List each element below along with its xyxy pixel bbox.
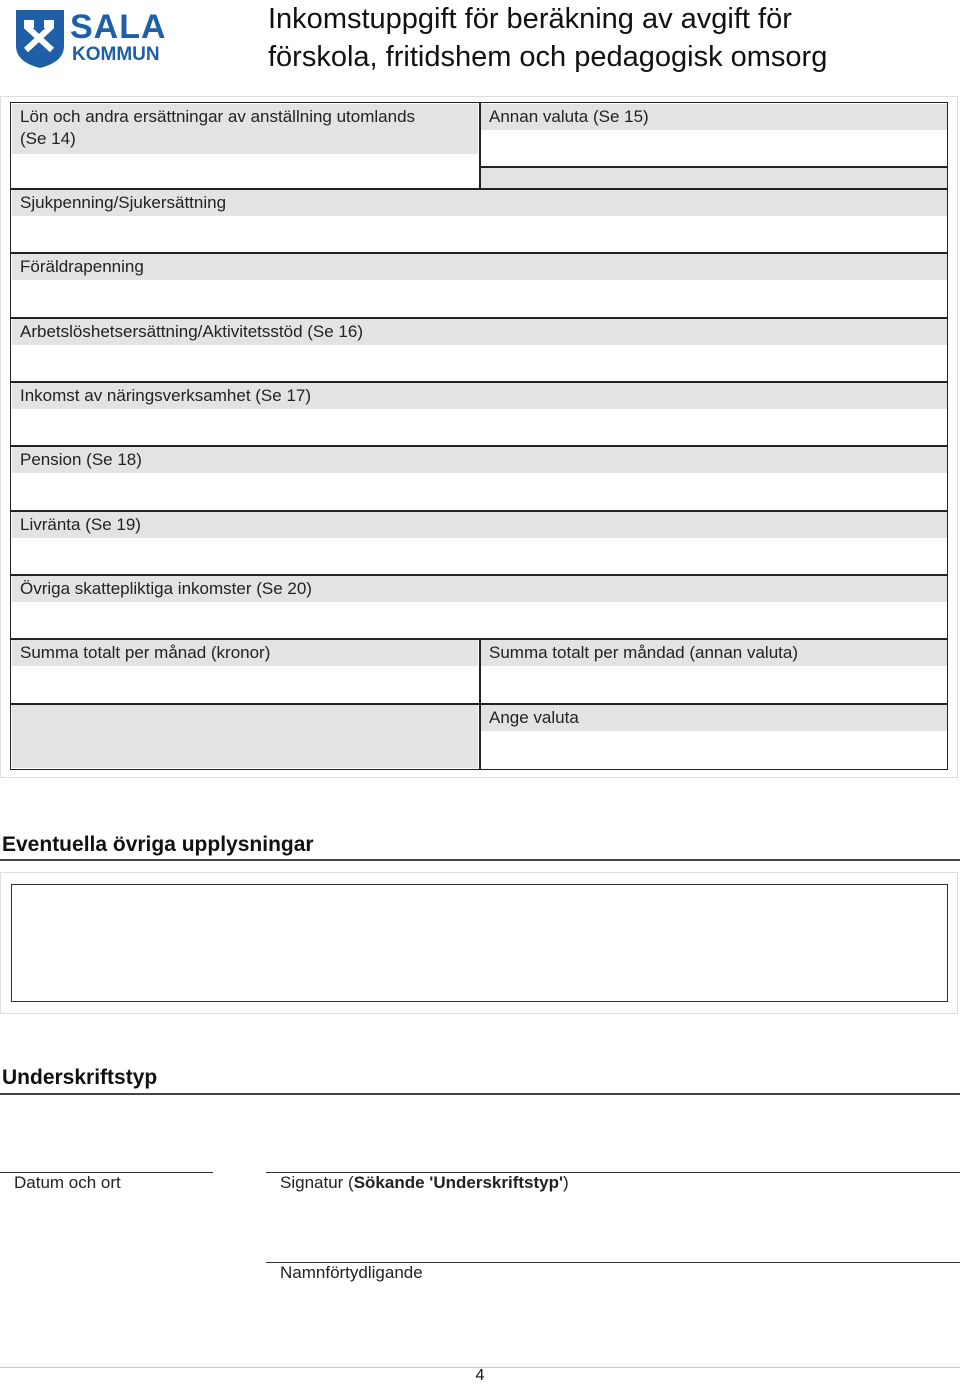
business-income-label: Inkomst av näringsverksamhet (Se 17) bbox=[12, 383, 947, 409]
column-divider bbox=[479, 639, 481, 769]
currency-label: Ange valuta bbox=[481, 705, 947, 731]
name-label: Namnförtydligande bbox=[280, 1263, 423, 1282]
column-divider bbox=[479, 103, 481, 189]
page-title bbox=[268, 0, 948, 76]
sum-sek-label: Summa totalt per månad (kronor) bbox=[12, 640, 478, 666]
signature-heading: Underskriftstyp bbox=[2, 1066, 158, 1089]
logo-subtext: KOMMUN bbox=[72, 44, 160, 65]
other-currency-label: Annan valuta (Se 15) bbox=[481, 104, 947, 130]
parental-pay-label: Föräldrapenning bbox=[12, 254, 947, 280]
foreign-salary-label: Lön och andra ersättningar av anställning utomlands (Se 14) bbox=[12, 104, 478, 154]
page-number: 4 bbox=[475, 1367, 485, 1384]
notes-heading: Eventuella övriga upplysningar bbox=[2, 833, 314, 856]
annuity-input[interactable] bbox=[12, 538, 947, 574]
sala-kommun-logo bbox=[12, 6, 167, 70]
notes-textarea[interactable] bbox=[11, 884, 948, 1002]
title-line-1: Inkomstuppgift för beräkning av avgift för bbox=[268, 3, 792, 35]
business-income-input[interactable] bbox=[12, 409, 947, 445]
heading-rule bbox=[0, 859, 960, 861]
sum-other-currency-input[interactable] bbox=[481, 666, 947, 703]
foreign-salary-input[interactable] bbox=[12, 154, 478, 188]
pension-label: Pension (Se 18) bbox=[12, 447, 947, 473]
signature-label: Signatur (Sökande 'Underskriftstyp') bbox=[280, 1173, 569, 1192]
sick-pay-input[interactable] bbox=[12, 216, 947, 252]
other-currency-input[interactable] bbox=[481, 130, 947, 166]
sick-pay-label: Sjukpenning/Sjukersättning bbox=[12, 190, 947, 216]
date-label: Datum och ort bbox=[14, 1173, 121, 1192]
pension-input[interactable] bbox=[12, 473, 947, 509]
annuity-label: Livränta (Se 19) bbox=[12, 512, 947, 538]
logo-text: SALA bbox=[70, 8, 167, 46]
heading-rule bbox=[0, 1093, 960, 1095]
other-income-label: Övriga skattepliktiga inkomster (Se 20) bbox=[12, 576, 947, 602]
unemployment-input[interactable] bbox=[12, 345, 947, 381]
other-income-input[interactable] bbox=[12, 602, 947, 638]
parental-pay-input[interactable] bbox=[12, 280, 947, 316]
sum-sek-input[interactable] bbox=[12, 666, 478, 703]
other-currency-extra bbox=[481, 168, 947, 188]
title-line-2: förskola, fritidshem och pedagogisk omsorg bbox=[268, 41, 828, 73]
unemployment-label: Arbetslöshetsersättning/Aktivitetsstöd (Se 16) bbox=[12, 319, 947, 345]
sum-sek-extra bbox=[12, 705, 478, 768]
sum-other-currency-label: Summa totalt per måndad (annan valuta) bbox=[481, 640, 947, 666]
currency-input[interactable] bbox=[481, 731, 947, 768]
